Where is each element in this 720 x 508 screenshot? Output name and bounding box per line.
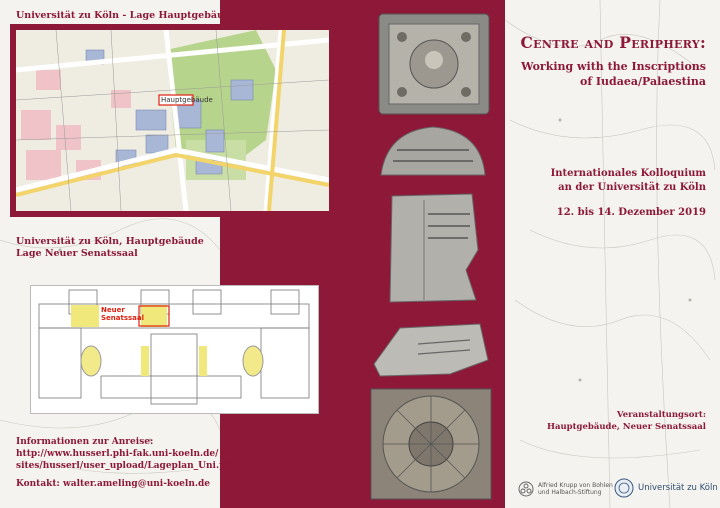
mosaic-image-top bbox=[377, 12, 492, 117]
event-line-2: an der Universität zu Köln bbox=[558, 182, 706, 193]
plan-heading-1: Universität zu Köln, Hauptgebäude bbox=[16, 236, 204, 247]
venue: Hauptgebäude, Neuer Senatssaal bbox=[546, 422, 706, 432]
krupp-logo-line-2: und Halbach-Stiftung bbox=[538, 489, 602, 496]
subtitle-2: of Iudaea/Palaestina bbox=[580, 75, 706, 88]
krupp-logo-line-1: Alfried Krupp von Bohlen bbox=[538, 482, 613, 489]
inscription-stone-2 bbox=[384, 190, 484, 305]
zodiac-mosaic-image bbox=[370, 388, 492, 500]
info-url-2[interactable]: sites/husserl/user_upload/Lageplan_Uni.pdf bbox=[16, 461, 236, 471]
event-line-1: Internationales Kolloquium bbox=[550, 168, 706, 179]
map-heading: Universität zu Köln - Lage Hauptgebäude bbox=[16, 10, 237, 21]
plan-heading-2: Lage Neuer Senatssaal bbox=[16, 248, 138, 259]
map-marker-label: Hauptgebäude bbox=[161, 96, 213, 104]
krupp-logo-icon bbox=[518, 481, 534, 497]
info-url-1[interactable]: http://www.husserl.phi-fak.uni-koeln.de/ bbox=[16, 449, 219, 459]
uni-koeln-logo-text: Universität zu Köln bbox=[638, 483, 718, 493]
uni-koeln-seal-icon bbox=[614, 478, 634, 498]
main-title: Centre and Periphery: bbox=[520, 33, 706, 52]
subtitle-1: Working with the Inscriptions bbox=[521, 60, 706, 73]
info-heading: Informationen zur Anreise: bbox=[16, 437, 154, 447]
inscription-stone-1 bbox=[377, 125, 489, 177]
plan-marker-1: Neuer bbox=[101, 306, 125, 314]
campus-map bbox=[16, 30, 329, 211]
event-date: 12. bis 14. Dezember 2019 bbox=[556, 207, 706, 218]
plan-marker-2: Senatssaal bbox=[101, 314, 145, 322]
floor-plan bbox=[30, 285, 319, 414]
venue-label: Veranstaltungsort: bbox=[616, 410, 706, 420]
contact-email[interactable]: Kontakt: walter.ameling@uni-koeln.de bbox=[16, 479, 211, 489]
inscription-stone-3 bbox=[370, 320, 492, 378]
